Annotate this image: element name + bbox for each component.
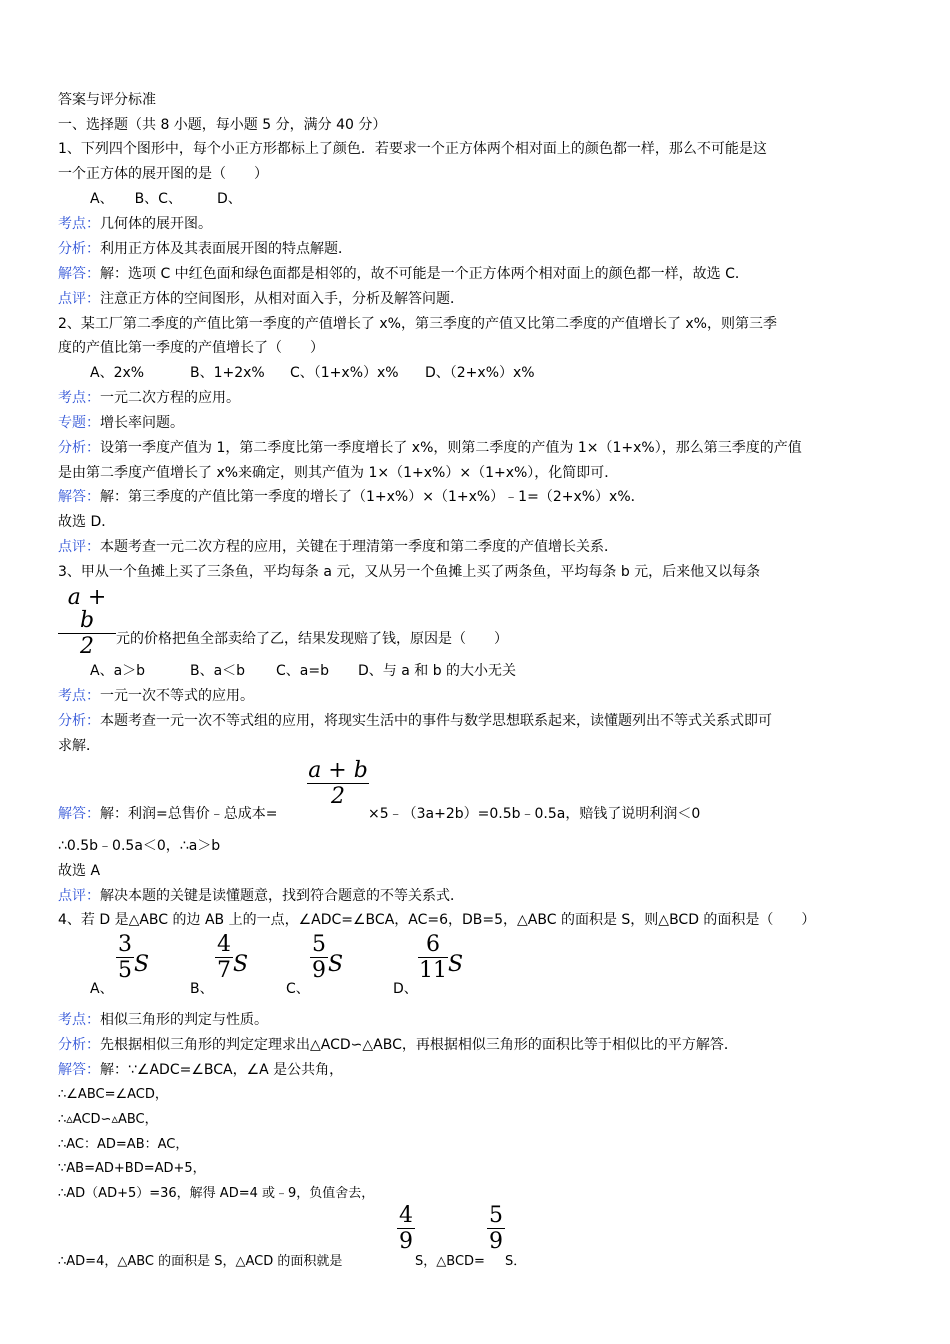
q4-jieda-text: 解：∵∠ADC=∠BCA，∠A 是公共角， [100,1062,344,1078]
q1-kaodian-text: 几何体的展开图。 [100,216,212,232]
q2-stem-line1: 2、某工厂第二季度的产值比第一季度的产值增长了 x%，第三季度的产值又比第二季度的产值增长了 x%，则第三季 [58,316,777,332]
q3-therefore: ∴0.5b﹣0.5a＜0，∴a＞b [58,838,221,854]
q1-dianping [58,289,464,309]
q3-option-b: B、a＜b [190,663,246,679]
q4-stem: 4、若 D 是△ABC 的边 AB 上的一点，∠ADC=∠BCA，AC=6，DB=5，△ABC 的面积是 S，则△BCD 的面积是（ ） [58,912,816,928]
fraction-denominator: 2 [331,784,345,810]
fraction-denominator: 9 [399,1229,413,1255]
q3-stem-line1: 3、甲从一个鱼摊上买了三条鱼，平均每条 a 元，又从另一个鱼摊上买了两条鱼，平均每条 b 元，后来他又以每条 [58,564,761,580]
q4-jieda [58,1060,343,1080]
label-jieda: 解答： [58,266,100,282]
label-kaodian: 考点： [58,216,100,232]
q3-option-a: A、a＞b [90,663,146,679]
q3-dianping-text: 解决本题的关键是读懂题意，找到符合题意的不等关系式． [100,888,464,904]
label-zhuanti: 专题： [58,415,100,431]
q4-option-a-fraction [116,933,134,982]
q1-fenxi [58,239,352,259]
q2-fenxi-line2: 是由第二季度产值增长了 x%来确定，则其产值为 1×（1+x%）×（1+x%），化简即可． [58,465,619,481]
q2-option-c: C、（1+x%）x% [290,365,399,381]
label-dianping: 点评： [58,888,100,904]
q4-step-5: ∴AD（AD+5）=36，解得 AD=4 或﹣9，负值舍去， [58,1186,375,1201]
q3-guxuan: 故选 A [58,863,101,879]
q2-dianping [58,537,618,557]
fraction-numerator: 6 [426,932,440,957]
fraction-numerator: 4 [217,932,231,957]
q2-kaodian [58,388,240,408]
q3-option-c: C、a=b [276,663,329,679]
fraction-denominator: 9 [489,1229,503,1255]
q4-step-3: ∴AC：AD=AB：AC， [58,1137,189,1152]
q3-fenxi-text1: 本题考查一元一次不等式组的应用，将现实生活中的事件与数学思想联系起来，读懂题列出不等式关系式即可 [100,713,772,729]
fraction-denominator: 9 [312,958,326,984]
label-fenxi: 分析： [58,1037,100,1053]
label-dianping: 点评： [58,291,100,307]
fraction-denominator: 2 [80,634,94,660]
q2-kaodian-text: 一元二次方程的应用。 [100,390,240,406]
label-fenxi: 分析： [58,440,100,456]
q4-kaodian-text: 相似三角形的判定与性质。 [100,1012,268,1028]
q2-jieda [58,487,645,507]
q3-jieda-post: ×5﹣（3a+2b）=0.5b﹣0.5a，赔钱了说明利润＜0 [368,806,701,822]
q3-dianping [58,886,464,906]
q4-option-c-s: S [328,952,344,977]
q2-jieda-text: 解：第三季度的产值比第一季度的增长了（1+x%）×（1+x%）﹣1=（2+x%）x%． [100,489,645,505]
q2-option-b: B、1+2x% [190,365,265,381]
q4-option-a-s: S [134,952,150,977]
q3-jieda-pre: 解：利润=总售价﹣总成本= [100,806,278,822]
fraction-numerator: 5 [312,932,326,957]
q1-stem-line2: 一个正方体的展开图的是（ ） [58,166,268,182]
q1-jieda [58,264,749,284]
q3-kaodian [58,686,254,706]
label-jieda: 解答： [58,1062,100,1078]
q2-zhuanti-text: 增长率问题。 [100,415,184,431]
fraction-numerator: 3 [118,932,132,957]
label-dianping: 点评： [58,539,100,555]
fraction-numerator: a + b [308,758,368,783]
q2-zhuanti [58,413,184,433]
q2-option-d: D、（2+x%）x% [425,365,535,381]
q4-kaodian [58,1010,268,1030]
q4-step-1: ∴∠ABC=∠ACD， [58,1087,168,1102]
q4-option-b-s: S [233,952,249,977]
q3-fenxi-line1 [58,711,772,731]
q4-option-b-fraction [215,933,233,982]
q2-guxuan: 故选 D． [58,514,116,530]
q4-option-d-fraction [418,933,448,982]
label-fenxi: 分析： [58,241,100,257]
q3-price-fraction [58,586,116,658]
fraction-denominator: 5 [118,958,132,984]
q1-kaodian [58,214,212,234]
q3-fenxi-line2: 求解． [58,738,100,754]
q1-fenxi-text: 利用正方体及其表面展开图的特点解题． [100,241,352,257]
label-kaodian: 考点： [58,1012,100,1028]
q1-dianping-text: 注意正方体的空间图形，从相对面入手，分析及解答问题． [100,291,464,307]
q4-step-6-post: S． [505,1254,527,1269]
q2-fenxi-text1: 设第一季度产值为 1，第二季度比第一季度增长了 x%，则第二季度的产值为 1×（1+x%），那么第三季度的产值 [100,440,802,456]
q3-jieda-line [58,804,277,824]
q4-step-6-fraction-1 [397,1204,415,1253]
q2-option-a: A、2x% [90,365,145,381]
q3-jieda-fraction [307,759,369,808]
q4-step-6-fraction-2 [487,1204,505,1253]
q4-step-6-mid: S，△BCD= [415,1254,485,1269]
q2-stem-line2: 度的产值比第一季度的产值增长了（ ） [58,340,324,356]
section-title: 一、选择题（共 8 小题，每小题 5 分，满分 40 分） [58,117,387,133]
label-kaodian: 考点： [58,390,100,406]
q4-option-c-label: C、 [286,981,310,997]
q4-option-c-fraction [310,933,328,982]
q3-kaodian-text: 一元一次不等式的应用。 [100,688,254,704]
q3-option-d: D、与 a 和 b 的大小无关 [358,663,517,679]
q4-step-6-pre: ∴AD=4，△ABC 的面积是 S，△ACD 的面积就是 [58,1254,343,1269]
q4-option-d-s: S [448,952,464,977]
q4-fenxi [58,1035,738,1055]
doc-heading: 答案与评分标准 [58,92,156,108]
q1-stem-line1: 1、下列四个图形中，每个小正方形都标上了颜色．若要求一个正方体两个相对面上的颜色都一样，那么不可能是这 [58,141,767,157]
q4-step-4: ∵AB=AD+BD=AD+5， [58,1161,206,1176]
label-fenxi: 分析： [58,713,100,729]
q4-option-b-label: B、 [190,981,214,997]
q4-option-a-label: A、 [90,981,114,997]
q1-jieda-text: 解：选项 C 中红色面和绿色面都是相邻的，故不可能是一个正方体两个相对面上的颜色都一样，故选 C． [100,266,749,282]
q2-fenxi-line1 [58,438,802,458]
q3-stem-line2: 元的价格把鱼全部卖给了乙，结果发现赔了钱，原因是（ ） [116,631,508,647]
q4-fenxi-text: 先根据相似三角形的判定定理求出△ACD∽△ABC，再根据相似三角形的面积比等于相似比的平方解答． [100,1037,738,1053]
fraction-denominator: 11 [419,958,447,984]
q4-option-d-label: D、 [393,981,418,997]
fraction-denominator: 7 [217,958,231,984]
label-jieda: 解答： [58,489,100,505]
label-kaodian: 考点： [58,688,100,704]
fraction-numerator: a + b [67,585,107,634]
q2-dianping-text: 本题考查一元二次方程的应用，关键在于理清第一季度和第二季度的产值增长关系． [100,539,618,555]
q1-options: A、 B、C、 D、 [90,191,242,207]
label-jieda: 解答： [58,806,100,822]
fraction-numerator: 4 [399,1203,413,1228]
fraction-numerator: 5 [489,1203,503,1228]
q4-step-2: ∴▵ACD∽▵ABC， [58,1112,158,1127]
